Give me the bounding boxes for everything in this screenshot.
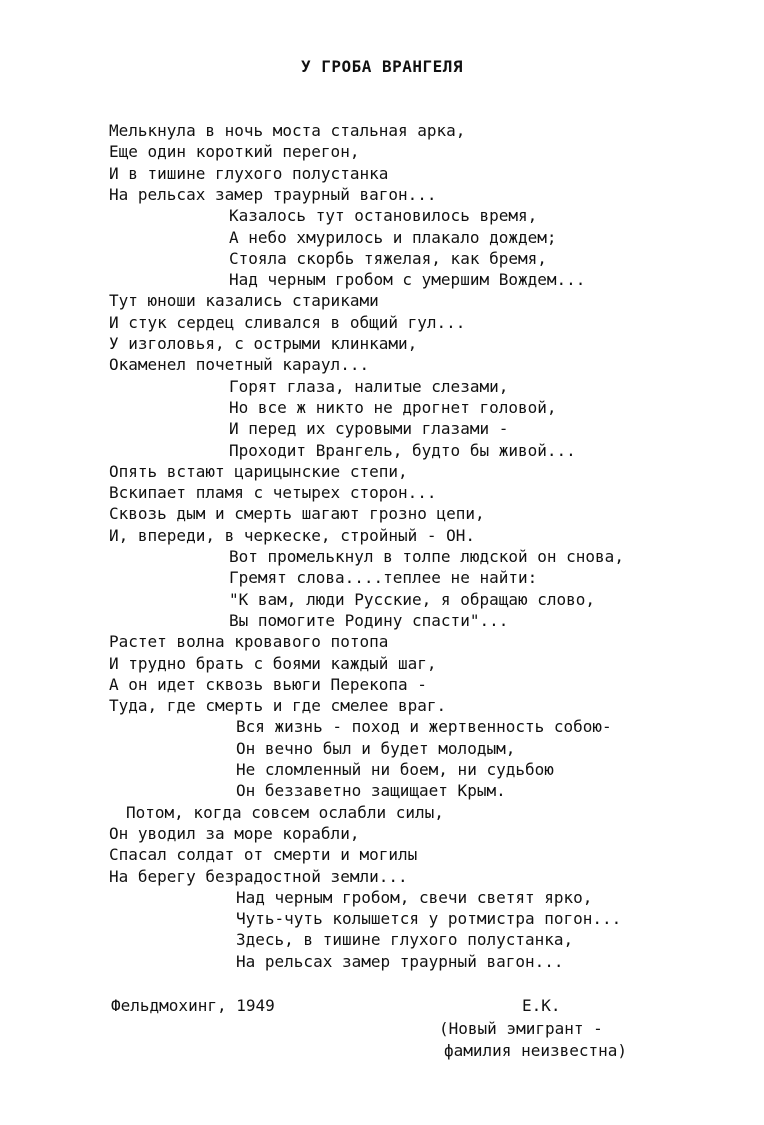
poem-line: Растет волна кровавого потопа bbox=[109, 632, 389, 652]
poem-line: Опять встают царицынские степи, bbox=[109, 461, 408, 481]
poem-line: А он идет сквозь вьюги Перекопа - bbox=[109, 674, 427, 694]
poem-line: И в тишине глухого полустанка bbox=[109, 163, 389, 183]
poem-line: И, впереди, в черкеске, стройный - ОН. bbox=[109, 525, 476, 545]
place-date: Фельдмохинг, 1949 bbox=[111, 996, 275, 1015]
author-note-line: (Новый эмигрант - bbox=[439, 1019, 603, 1038]
poem-line: Вся жизнь - поход и жертвенность собою- bbox=[236, 717, 612, 737]
poem-line: Вот промелькнул в толпе людской он снова, bbox=[229, 547, 624, 566]
poem-line: Вы помогите Родину спасти"... bbox=[229, 610, 509, 630]
poem-line: Он уводил за море корабли, bbox=[109, 823, 360, 843]
poem-line: Окаменел почетный караул... bbox=[109, 355, 370, 375]
poem-line: Он вечно был и будет молодым, bbox=[236, 738, 516, 758]
poem-line: На берегу безрадостной земли... bbox=[109, 866, 408, 886]
poem-title: У ГРОБА ВРАНГЕЛЯ bbox=[300, 57, 464, 76]
poem-line: Но все ж никто не дрогнет головой, bbox=[229, 397, 557, 417]
poem-line: Проходит Врангель, будто бы живой... bbox=[229, 440, 576, 460]
poem-line: А небо хмурилось и плакало дождем; bbox=[229, 227, 557, 247]
poem-line: На рельсах замер траурный вагон... bbox=[236, 951, 564, 971]
poem-line: У изголовья, с острыми клинками, bbox=[109, 334, 418, 353]
poem-line: И трудно брать с боями каждый шаг, bbox=[109, 653, 437, 673]
poem-line: "К вам, люди Русские, я обращаю слово, bbox=[229, 589, 596, 609]
poem-line: Над черным гробом, свечи светят ярко, bbox=[236, 887, 593, 907]
poem-line: Вскипает пламя с четырех сторон... bbox=[109, 483, 437, 503]
poem-line: На рельсах замер траурный вагон... bbox=[109, 184, 437, 204]
poem-line: Потом, когда совсем ослабли силы, bbox=[126, 802, 444, 822]
poem-line: Казалось тут остановилось время, bbox=[229, 206, 538, 226]
poem-line: И стук сердец сливался в общий гул... bbox=[109, 312, 466, 332]
poem-line: Здесь, в тишине глухого полустанка, bbox=[236, 930, 574, 950]
poem-line: Туда, где смерть и где смелее враг. bbox=[109, 696, 447, 716]
poem-line: Он беззаветно защищает Крым. bbox=[236, 781, 506, 801]
poem-line: Над черным гробом с умершим Вождем... bbox=[229, 270, 586, 290]
author-note-line: фамилия неизвестна) bbox=[444, 1041, 628, 1060]
poem-line: Стояла скорбь тяжелая, как бремя, bbox=[229, 248, 547, 268]
poem-line: Горят глаза, налитые слезами, bbox=[229, 376, 509, 396]
poem-line: Сквозь дым и смерть шагают грозно цепи, bbox=[109, 504, 485, 524]
poem-line: Не сломленный ни боем, ни судьбою bbox=[236, 760, 554, 779]
poem-line: Еще один короткий перегон, bbox=[109, 142, 360, 162]
poem-line: И перед их суровыми глазами - bbox=[229, 419, 509, 439]
poem-line: Тут юноши казались стариками bbox=[109, 291, 379, 311]
poem-line: Спасал солдат от смерти и могилы bbox=[109, 845, 418, 865]
poem-line: Чуть-чуть колышется у ротмистра погон... bbox=[236, 909, 622, 929]
poem-line: Мелькнула в ночь моста стальная арка, bbox=[109, 121, 466, 140]
poem-line: Гремят слова....теплее не найти: bbox=[229, 568, 538, 588]
author-initials: Е.К. bbox=[522, 996, 561, 1015]
